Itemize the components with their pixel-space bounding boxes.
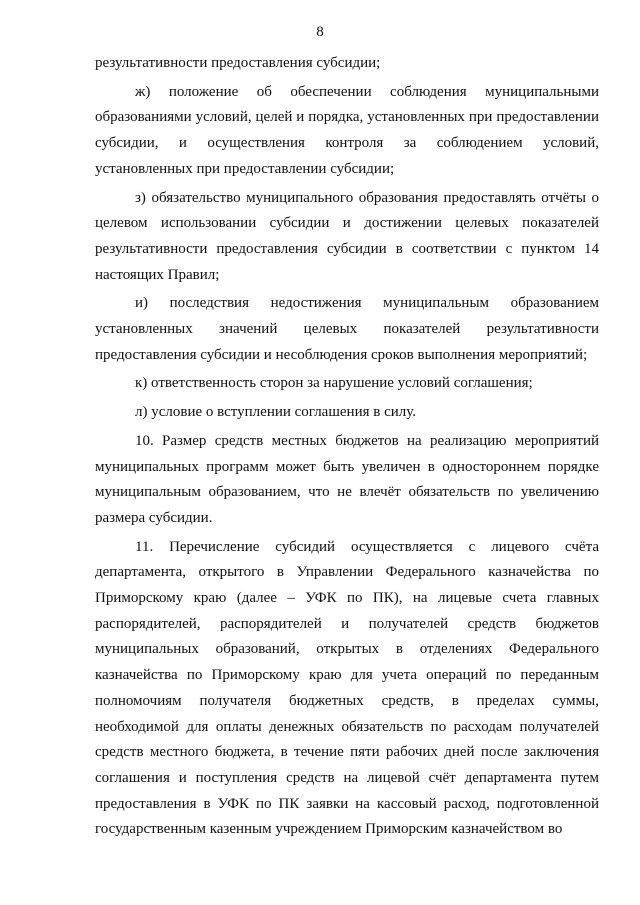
page-number: 8 (316, 24, 324, 40)
paragraph-clause-11: 11. Перечисление субсидий осуществляется с лицевого счёта департамента, открытого в Управлении Федерального казначейства по Приморскому краю (далее – УФК по ПК), на лицевые счета главных распорядителей, распорядителей и получателей средств бюджетов муниципальных образований, открытых в отделениях Федерального казначейства по Приморскому краю для учета операций по переданным полномочиям получателя бюджетных средств, в пределах суммы, необходимой для оплаты денежных обязательств по расходам получателей средств местного бюджета, в течение пяти рабочих дней после заключения соглашения и поступления средств на лицевой счёт департамента путем предоставления в УФК по ПК заявки на кассовый расход, подготовленной государственным казенным учреждением Приморским казначейством во (95, 538, 599, 838)
document-body (95, 51, 599, 843)
paragraph-item-k: к) ответственность сторон за нарушение условий соглашения; (135, 375, 533, 392)
paragraph-clause-10: 10. Размер средств местных бюджетов на реализацию мероприятий муниципальных программ может быть увеличен в одностороннем порядке муниципальным образованием, что не влечёт обязательств по увеличению размера субсидии. (95, 432, 599, 526)
paragraph-item-i: и) последствия недостижения муниципальным образованием установленных значений целевых показателей результативности предоставления субсидии и несоблюдения сроков выполнения мероприятий; (95, 295, 599, 363)
paragraph-item-z: з) обязательство муниципального образования предоставлять отчёты о целевом использовании субсидии и достижении целевых показателей результативности предоставления субсидии в соответствии с пунктом 14 настоящих Правил; (95, 189, 599, 283)
paragraph-continuation: результативности предоставления субсидии; (95, 55, 381, 71)
paragraph-item-l: л) условие о вступлении соглашения в силу. (135, 404, 417, 421)
paragraph-item-zh: ж) положение об обеспечении соблюдения муниципальными образованиями условий, целей и порядка, установленных при предоставлении субсидии, и осуществления контроля за соблюдением условий, установленных при предоставлении субсидии; (95, 83, 599, 177)
